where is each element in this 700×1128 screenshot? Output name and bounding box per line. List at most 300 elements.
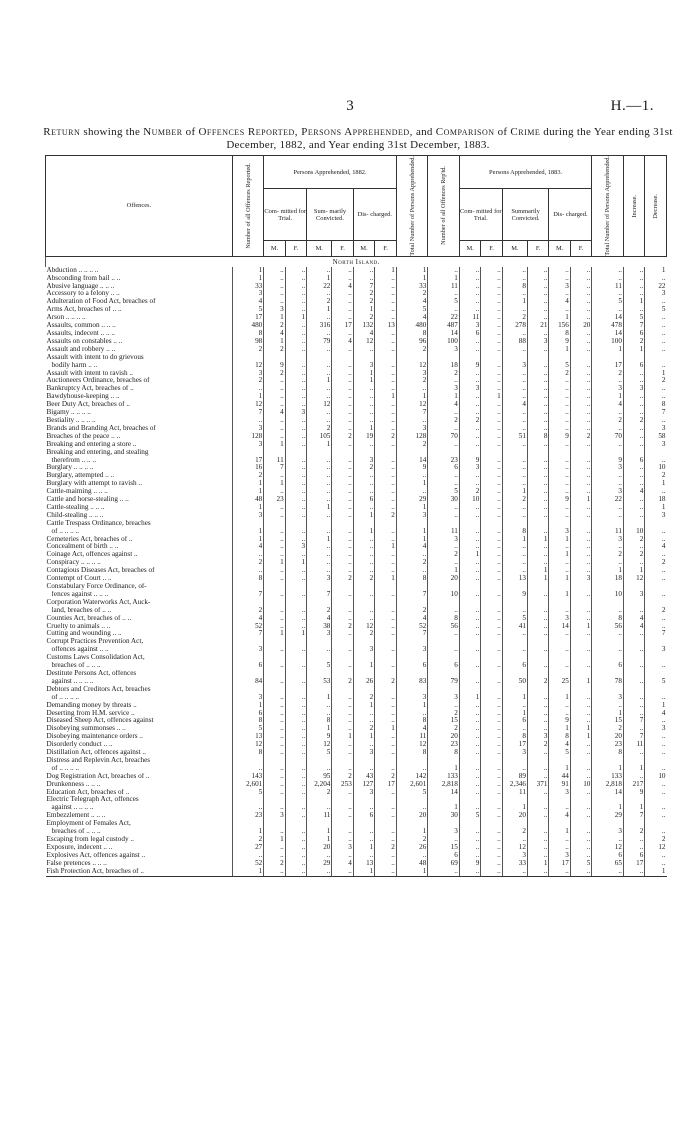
table-cell: 84 [232, 678, 264, 686]
table-cell: .. [375, 749, 397, 757]
table-cell: .. [307, 551, 332, 559]
header-f: F. [527, 241, 548, 256]
offence-name: Diseased Sheep Act, offences against [46, 717, 154, 725]
table-cell: 1 [375, 267, 397, 275]
table-cell: .. [592, 275, 624, 283]
table-cell: .. [332, 804, 353, 812]
table-cell: .. [459, 275, 480, 283]
table-cell [285, 670, 306, 678]
table-cell: 6 [353, 812, 374, 820]
table-cell: .. [570, 812, 592, 820]
table-cell: .. [527, 828, 548, 836]
table-row [46, 868, 667, 876]
table-cell: 9 [459, 457, 480, 465]
table-cell: 51 [502, 433, 527, 441]
table-cell: .. [592, 409, 624, 417]
header-m: M. [549, 241, 570, 256]
table-cell: .. [623, 710, 644, 718]
table-cell: 2 [502, 496, 527, 504]
table-cell: 1 [428, 804, 460, 812]
table-cell: 8 [396, 749, 428, 757]
table-cell: .. [307, 868, 332, 876]
table-cell: 1 [353, 868, 374, 876]
table-cell: .. [459, 717, 480, 725]
table-cell: 13 [232, 733, 264, 741]
table-cell: 5 [428, 298, 460, 306]
table-cell: 1 [264, 441, 285, 449]
table-cell [353, 583, 374, 591]
table-cell: 2 [332, 773, 353, 781]
table-row [46, 290, 667, 298]
table-cell [332, 599, 353, 607]
table-cell: 1 [570, 733, 592, 741]
table-cell: .. [623, 773, 644, 781]
table-cell: .. [285, 615, 306, 623]
table-cell: .. [645, 852, 667, 860]
table-cell: 1 [549, 725, 570, 733]
table-cell: .. [459, 575, 480, 583]
table-cell: .. [570, 630, 592, 638]
table-cell: .. [459, 623, 480, 631]
table-cell [332, 757, 353, 765]
table-cell: .. [353, 551, 374, 559]
header-f: F. [285, 241, 306, 256]
table-cell: .. [332, 789, 353, 797]
table-cell: 14 [549, 623, 570, 631]
table-cell: .. [570, 338, 592, 346]
table-cell: 1 [502, 298, 527, 306]
table-cell: 6 [396, 662, 428, 670]
table-cell [264, 599, 285, 607]
title-text-4: of [494, 126, 511, 138]
table-cell: 3 [232, 441, 264, 449]
table-cell: .. [285, 702, 306, 710]
offence-name: Assault with intent to ravish .. [46, 369, 133, 377]
table-cell: 12 [232, 401, 264, 409]
table-cell [375, 449, 397, 457]
table-cell: 1 [396, 267, 428, 275]
table-cell: .. [549, 543, 570, 551]
table-cell: .. [264, 385, 285, 393]
table-cell: .. [645, 551, 667, 559]
table-cell: .. [623, 607, 644, 615]
table-cell [502, 820, 527, 828]
table-cell: .. [502, 417, 527, 425]
table-cell: 3 [592, 536, 624, 544]
header-discharged-1883: Dis- charged. [549, 189, 592, 241]
table-cell: .. [527, 694, 548, 702]
table-cell: .. [570, 385, 592, 393]
table-cell: 6 [428, 662, 460, 670]
table-cell: 1 [396, 702, 428, 710]
table-cell: .. [570, 741, 592, 749]
table-cell: 8 [232, 749, 264, 757]
table-cell: 2 [375, 678, 397, 686]
table-cell: .. [481, 401, 502, 409]
table-cell: .. [375, 441, 397, 449]
table-cell: .. [375, 615, 397, 623]
table-cell: 1 [428, 393, 460, 401]
table-cell: 20 [396, 812, 428, 820]
table-cell: .. [459, 765, 480, 773]
table-cell: 3 [396, 646, 428, 654]
table-cell: 4 [332, 283, 353, 291]
table-cell: 26 [353, 678, 374, 686]
offence-name: Assaults, common .. .. .. [46, 322, 116, 330]
table-cell: 3 [428, 346, 460, 354]
table-cell [428, 638, 460, 646]
table-cell: 15 [428, 844, 460, 852]
table-cell: 41 [502, 623, 527, 631]
table-row [46, 615, 667, 623]
table-cell: .. [459, 678, 480, 686]
table-cell: .. [332, 749, 353, 757]
table-cell: 1 [264, 338, 285, 346]
table-cell: .. [285, 417, 306, 425]
table-cell: 2 [428, 370, 460, 378]
table-cell: .. [570, 662, 592, 670]
table-cell: 2 [570, 433, 592, 441]
table-cell: .. [570, 749, 592, 757]
offence-name: bodily harm .. .. [51, 361, 98, 369]
table-cell: .. [459, 370, 480, 378]
table-cell: 3 [592, 464, 624, 472]
table-cell: 1 [332, 733, 353, 741]
offence-name: Assaults on constables .. .. [46, 337, 123, 345]
table-cell: 7 [623, 812, 644, 820]
table-cell: .. [645, 322, 667, 330]
table-cell: .. [527, 773, 548, 781]
table-cell: .. [623, 393, 644, 401]
table-cell: 1 [527, 567, 548, 575]
table-cell: 3 [353, 749, 374, 757]
table-cell: .. [353, 765, 374, 773]
table-cell: .. [592, 504, 624, 512]
table-cell: 133 [428, 773, 460, 781]
table-cell: 105 [307, 433, 332, 441]
header-m: M. [353, 241, 374, 256]
table-cell: .. [396, 472, 428, 480]
table-cell [396, 354, 428, 362]
table-cell: .. [570, 441, 592, 449]
table-cell: .. [481, 417, 502, 425]
table-cell: 2 [527, 741, 548, 749]
table-cell: 2 [375, 773, 397, 781]
table-cell: 3 [396, 512, 428, 520]
table-cell: .. [332, 852, 353, 860]
table-cell: .. [285, 551, 306, 559]
table-row [46, 820, 667, 828]
table-cell: .. [285, 781, 306, 789]
table-cell: 4 [264, 330, 285, 338]
table-cell: 2 [332, 575, 353, 583]
table-cell [459, 654, 480, 662]
table-cell: .. [353, 559, 374, 567]
table-row [46, 678, 667, 686]
table-row [46, 575, 667, 583]
document-reference: H.—1. [610, 98, 654, 114]
table-cell: .. [502, 330, 527, 338]
table-cell: 1 [353, 512, 374, 520]
table-cell [459, 796, 480, 804]
table-cell: 8 [428, 615, 460, 623]
table-cell: .. [459, 852, 480, 860]
table-cell: .. [396, 385, 428, 393]
table-cell: .. [502, 765, 527, 773]
table-cell [332, 796, 353, 804]
table-cell: .. [527, 765, 548, 773]
table-cell: .. [332, 417, 353, 425]
table-row [46, 860, 667, 868]
table-cell: .. [285, 678, 306, 686]
table-cell: .. [396, 852, 428, 860]
table-cell: .. [264, 575, 285, 583]
table-cell: 1 [527, 575, 548, 583]
table-cell: .. [570, 512, 592, 520]
table-cell: .. [481, 457, 502, 465]
table-cell [428, 583, 460, 591]
table-cell: .. [264, 504, 285, 512]
table-cell: .. [459, 868, 480, 876]
table-cell: 3 [232, 646, 264, 654]
table-cell [570, 670, 592, 678]
table-row [46, 559, 667, 567]
table-cell: 2 [527, 678, 548, 686]
table-cell: 9 [623, 789, 644, 797]
table-cell: 2 [396, 607, 428, 615]
offence-name: of .. .. .. .. [51, 527, 80, 535]
title-text-5: during the Year ending 31st December, 1882, and Year ending 31st December, 1883. [226, 126, 673, 151]
offence-name: Absconding from bail .. .. [46, 274, 121, 282]
table-cell [353, 520, 374, 528]
offence-name: Accessory to a felony .. .. [46, 290, 120, 298]
table-cell: 127 [353, 781, 374, 789]
table-cell: 1 [307, 441, 332, 449]
table-cell: 8 [502, 733, 527, 741]
table-cell: 480 [232, 322, 264, 330]
table-cell: .. [623, 275, 644, 283]
table-cell: .. [428, 472, 460, 480]
table-cell: .. [645, 662, 667, 670]
table-cell: .. [307, 702, 332, 710]
table-row [46, 836, 667, 844]
table-cell [623, 354, 644, 362]
table-cell: .. [527, 717, 548, 725]
table-cell: .. [549, 567, 570, 575]
offence-name: Breaking and entering, and stealing [46, 448, 149, 456]
table-cell: 19 [353, 433, 374, 441]
table-cell: .. [570, 346, 592, 354]
table-cell: .. [570, 298, 592, 306]
table-cell: .. [623, 868, 644, 876]
table-cell: .. [332, 314, 353, 322]
table-cell: .. [481, 338, 502, 346]
table-cell: .. [332, 828, 353, 836]
table-cell: .. [332, 409, 353, 417]
table-cell [623, 820, 644, 828]
table-cell: 11 [264, 457, 285, 465]
table-cell: 1 [264, 836, 285, 844]
table-cell [428, 757, 460, 765]
table-cell: .. [549, 504, 570, 512]
table-cell: 14 [428, 330, 460, 338]
table-cell: .. [645, 860, 667, 868]
table-cell: 9 [307, 733, 332, 741]
table-cell [264, 686, 285, 694]
table-cell: .. [459, 749, 480, 757]
table-cell: .. [353, 480, 374, 488]
table-cell: 7 [232, 591, 264, 599]
table-cell: .. [396, 765, 428, 773]
table-cell: .. [332, 559, 353, 567]
table-cell: .. [570, 536, 592, 544]
table-cell [285, 820, 306, 828]
table-cell: .. [645, 804, 667, 812]
table-cell: .. [353, 567, 374, 575]
table-cell [570, 757, 592, 765]
table-cell: .. [570, 559, 592, 567]
table-cell: .. [570, 290, 592, 298]
header-m: M. [459, 241, 480, 256]
header-f: F. [481, 241, 502, 256]
table-cell [645, 354, 667, 362]
table-cell: 70 [592, 433, 624, 441]
table-cell: .. [307, 488, 332, 496]
table-cell: .. [623, 441, 644, 449]
table-cell: .. [428, 480, 460, 488]
table-cell: .. [527, 362, 548, 370]
table-cell: 33 [232, 283, 264, 291]
table-cell: .. [527, 385, 548, 393]
table-cell [527, 757, 548, 765]
offence-name: Employment of Females Act, [46, 820, 131, 828]
table-cell: .. [375, 338, 397, 346]
table-cell: 14 [592, 314, 624, 322]
table-cell: .. [570, 283, 592, 291]
table-cell: .. [570, 504, 592, 512]
table-cell: .. [481, 615, 502, 623]
table-cell: .. [502, 504, 527, 512]
table-cell: .. [353, 536, 374, 544]
table-cell: .. [285, 338, 306, 346]
table-cell: .. [332, 496, 353, 504]
table-cell: 6 [623, 330, 644, 338]
table-cell: .. [459, 591, 480, 599]
table-cell: 1 [428, 567, 460, 575]
table-cell: .. [570, 789, 592, 797]
table-cell: 1 [307, 504, 332, 512]
header-total-1882: Total Number of Persons Apprehended. [408, 156, 416, 256]
table-cell: 3 [285, 543, 306, 551]
table-cell: .. [570, 480, 592, 488]
header-decrease: Decrease. [652, 193, 660, 219]
table-cell: .. [502, 543, 527, 551]
table-cell: .. [396, 417, 428, 425]
table-cell: 17 [332, 322, 353, 330]
table-cell: .. [332, 298, 353, 306]
table-cell: .. [307, 457, 332, 465]
table-cell: 2 [645, 836, 667, 844]
table-cell: .. [570, 528, 592, 536]
table-cell: 7 [645, 409, 667, 417]
table-cell: .. [592, 868, 624, 876]
table-cell: 43 [353, 773, 374, 781]
table-cell: .. [623, 694, 644, 702]
table-cell: .. [375, 401, 397, 409]
table-cell [307, 796, 332, 804]
table-cell: .. [428, 441, 460, 449]
table-cell: .. [375, 298, 397, 306]
table-cell: .. [264, 789, 285, 797]
table-cell: .. [527, 472, 548, 480]
table-row [46, 275, 667, 283]
table-cell: .. [428, 607, 460, 615]
table-cell: 22 [645, 283, 667, 291]
table-cell: 2 [264, 370, 285, 378]
table-cell [570, 654, 592, 662]
table-cell: 3 [645, 725, 667, 733]
table-cell: .. [592, 559, 624, 567]
table-row [46, 599, 667, 607]
table-cell: .. [459, 393, 480, 401]
table-cell: 3 [232, 290, 264, 298]
table-cell: .. [570, 717, 592, 725]
table-cell: .. [549, 425, 570, 433]
table-cell: .. [264, 536, 285, 544]
table-cell: .. [307, 496, 332, 504]
table-cell: 9 [502, 591, 527, 599]
table-cell: 13 [353, 860, 374, 868]
table-cell [527, 354, 548, 362]
table-cell: 1 [549, 536, 570, 544]
table-cell: 1 [502, 694, 527, 702]
offence-name: Drunkenness .. .. .. [46, 780, 101, 788]
table-cell: 2 [645, 607, 667, 615]
table-cell: .. [285, 298, 306, 306]
table-cell: .. [375, 528, 397, 536]
table-cell: .. [502, 346, 527, 354]
table-cell: .. [570, 275, 592, 283]
table-cell: .. [481, 812, 502, 820]
table-cell: 2 [623, 417, 644, 425]
table-cell: 6 [459, 330, 480, 338]
table-cell: .. [549, 836, 570, 844]
table-cell: .. [481, 472, 502, 480]
table-cell: .. [502, 868, 527, 876]
table-cell: .. [549, 267, 570, 275]
table-cell [332, 449, 353, 457]
table-cell: 1 [592, 567, 624, 575]
table-cell: 22 [592, 496, 624, 504]
table-cell: .. [623, 401, 644, 409]
table-cell: .. [527, 702, 548, 710]
table-cell: .. [285, 528, 306, 536]
table-cell: 3 [527, 338, 548, 346]
table-body [46, 256, 667, 876]
table-cell: 4 [645, 543, 667, 551]
table-cell: 1 [264, 630, 285, 638]
table-cell: .. [481, 710, 502, 718]
table-cell: 2 [623, 338, 644, 346]
table-cell: .. [459, 504, 480, 512]
table-cell: .. [459, 725, 480, 733]
table-cell [481, 638, 502, 646]
table-cell [307, 670, 332, 678]
table-cell: 2 [307, 607, 332, 615]
table-cell: .. [481, 314, 502, 322]
table-cell [459, 520, 480, 528]
table-cell: .. [549, 409, 570, 417]
